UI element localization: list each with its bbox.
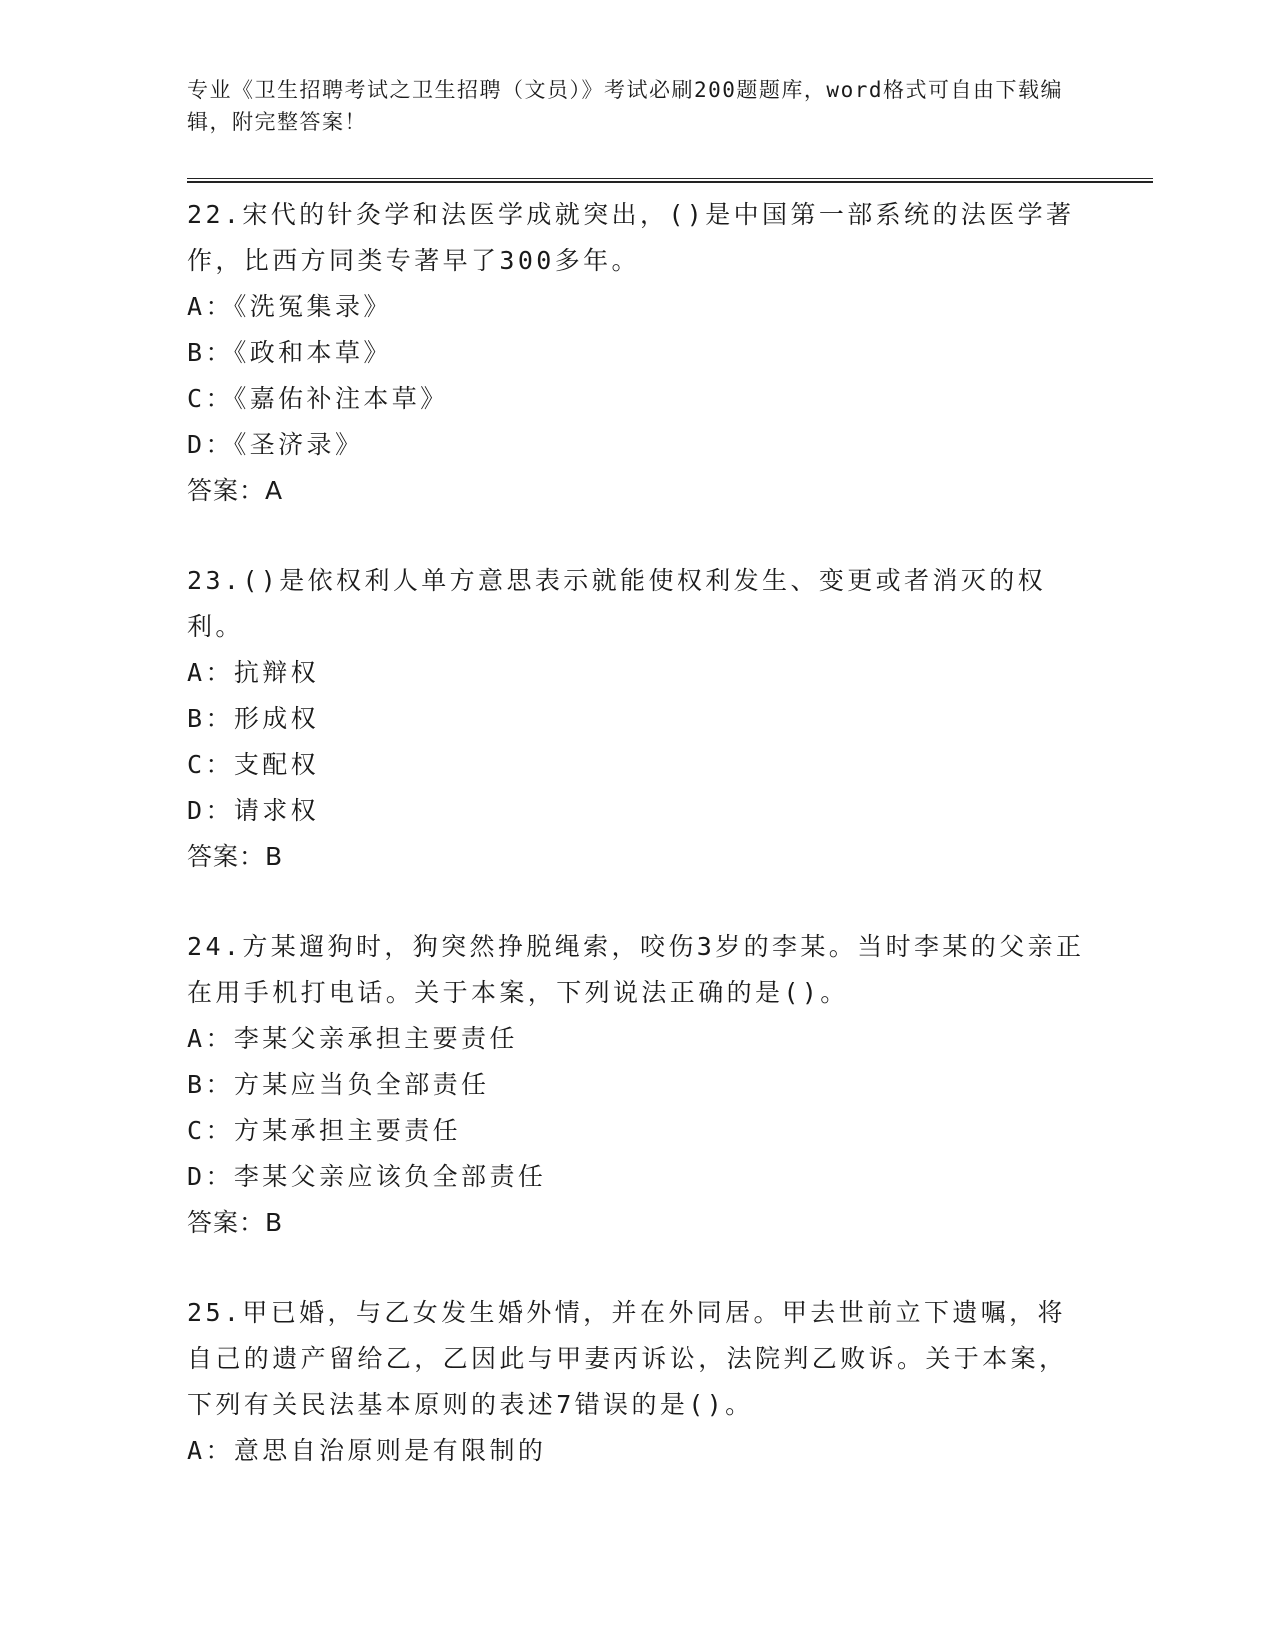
option-d: D：李某父亲应该负全部责任 — [187, 1162, 547, 1191]
option-a: A：意思自治原则是有限制的 — [187, 1436, 547, 1465]
option-c: C：《嘉佑补注本草》 — [187, 384, 449, 413]
option-c: C：方某承担主要责任 — [187, 1116, 462, 1145]
document-header: 专业《卫生招聘考试之卫生招聘（文员）》考试必刷200题题库，word格式可自由下载编辑，附完整答案！ — [187, 78, 1063, 134]
answer-line: 答案：A — [187, 476, 284, 505]
option-b: B：形成权 — [187, 704, 320, 733]
answer-line: 答案：B — [187, 1208, 284, 1237]
question-24 — [187, 924, 1087, 1246]
option-c: C：支配权 — [187, 750, 320, 779]
option-d: D：请求权 — [187, 796, 320, 825]
option-b: B：《政和本草》 — [187, 338, 392, 367]
answer-line: 答案：B — [187, 842, 284, 871]
question-22 — [187, 192, 1087, 514]
question-stem: 23.()是依权利人单方意思表示就能使权利发生、变更或者消灭的权利。 — [187, 566, 1047, 641]
option-a: A：抗辩权 — [187, 658, 320, 687]
option-a: A：李某父亲承担主要责任 — [187, 1024, 518, 1053]
question-23 — [187, 558, 1087, 880]
question-stem: 25.甲已婚，与乙女发生婚外情，并在外同居。甲去世前立下遗嘱，将自己的遗产留给乙，乙因此与甲妻丙诉讼，法院判乙败诉。关于本案，下列有关民法基本原则的表述7错误的是()。 — [187, 1298, 1068, 1419]
question-stem: 22.宋代的针灸学和法医学成就突出，()是中国第一部系统的法医学著作，比西方同类专著早了300多年。 — [187, 200, 1075, 275]
option-a: A：《洗冤集录》 — [187, 292, 392, 321]
question-25 — [187, 1290, 1087, 1474]
option-b: B：方某应当负全部责任 — [187, 1070, 490, 1099]
question-list — [187, 192, 1087, 1518]
header-divider — [187, 178, 1153, 183]
question-stem: 24.方某遛狗时，狗突然挣脱绳索，咬伤3岁的李某。当时李某的父亲正在用手机打电话。关于本案，下列说法正确的是()。 — [187, 932, 1085, 1007]
option-d: D：《圣济录》 — [187, 430, 364, 459]
